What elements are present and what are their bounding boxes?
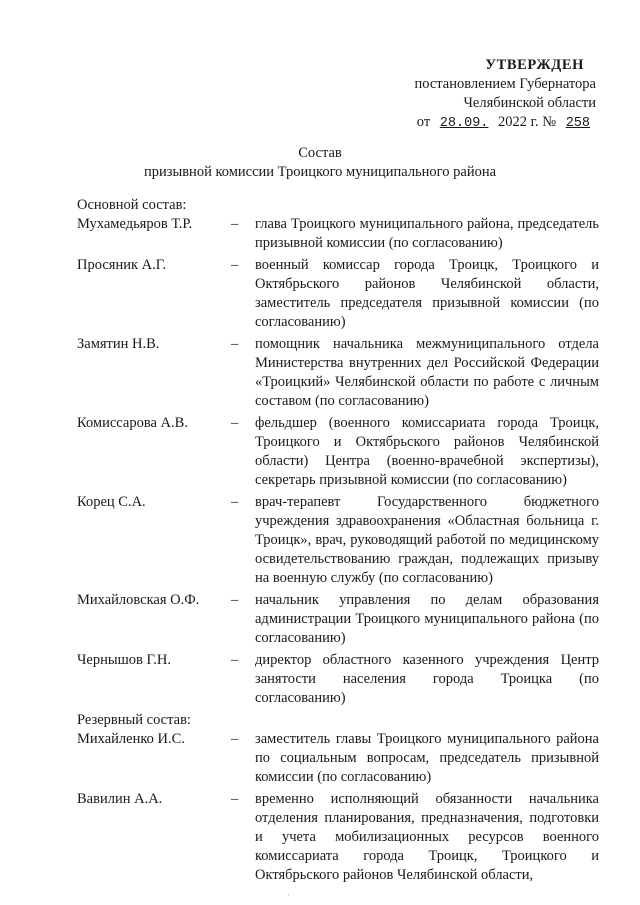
- member-dash: –: [231, 257, 239, 273]
- approval-date-line: [396, 113, 596, 133]
- member-row: [77, 651, 599, 708]
- approval-line-2: Челябинской области: [463, 95, 596, 111]
- document-heading: [0, 144, 640, 182]
- member-row: [77, 730, 599, 787]
- member-name: Мухамедьяров Т.Р.: [77, 216, 193, 232]
- member-description: глава Троицкого муниципального района, председатель призывной комиссии (по согласованию): [255, 216, 599, 251]
- member-row: [77, 790, 599, 885]
- member-row: [77, 414, 599, 490]
- member-name: Чернышов Г.Н.: [77, 652, 171, 668]
- member-description: помощник начальника межмуниципального отдела Министерства внутренних дел Российской Федерации «Троицкий» Челябинской области по работе с личным составом (по согласованию): [255, 336, 599, 409]
- main-section-label: Основной состав:: [77, 197, 187, 213]
- member-row: [77, 256, 599, 332]
- member-dash: –: [231, 592, 239, 608]
- member-row: [77, 335, 599, 411]
- main-members-list: [77, 215, 599, 708]
- member-dash: –: [231, 652, 239, 668]
- member-name: Замятин Н.В.: [77, 336, 160, 352]
- member-row: [77, 591, 599, 648]
- footer-mark: ·: [287, 891, 290, 900]
- member-dash: –: [231, 336, 239, 352]
- member-description: начальник управления по делам образования администрации Троицкого муниципального района (по согласованию): [255, 592, 599, 646]
- member-dash: –: [231, 415, 239, 431]
- member-description: военный комиссар города Троицк, Троицкого и Октябрьского районов Челябинской области, заместитель председателя призывной комиссии (по согласованию): [255, 257, 599, 330]
- approval-title: УТВЕРЖДЕН: [485, 57, 584, 73]
- heading-title: Состав: [298, 145, 342, 161]
- member-description: временно исполняющий обязанности начальника отделения планирования, предназначения, подготовки и учета мобилизационных ресурсов военного комиссариата города Троицк, Троицкого и Октябрьского районов Челябинской области,: [255, 791, 599, 883]
- date-prefix: от: [416, 114, 431, 130]
- member-name: Комиссарова А.В.: [77, 415, 188, 431]
- member-dash: –: [231, 494, 239, 510]
- approval-block: [396, 56, 596, 133]
- member-description: фельдшер (военного комиссариата города Троицк, Троицкого и Октябрьского районов Челябинской области) Центра (военно-врачебной экспертизы), секретарь призывной комиссии (по согласованию): [255, 415, 599, 488]
- commission-list: [77, 196, 599, 888]
- member-description: врач-терапевт Государственного бюджетного учреждения здравоохранения «Областная больница г. Троицк», врач, руководящий работой по медицинскому освидетельствованию граждан, подлежащих призыву на военную службу (по согласованию): [255, 494, 599, 586]
- member-name: Михайловская О.Ф.: [77, 592, 200, 608]
- reserve-section-label: Резервный состав:: [77, 712, 191, 728]
- member-description: директор областного казенного учреждения Центр занятости населения города Троицка (по согласованию): [255, 652, 599, 706]
- year-suffix: 2022 г. №: [498, 114, 557, 130]
- member-dash: –: [231, 791, 239, 807]
- member-row: [77, 493, 599, 588]
- member-description: заместитель главы Троицкого муниципального района по социальным вопросам, председатель призывной комиссии (по согласованию): [255, 731, 599, 785]
- member-name: Просяник А.Г.: [77, 257, 167, 273]
- heading-subtitle: призывной комиссии Троицкого муниципального района: [143, 164, 497, 180]
- member-name: Михайленко И.С.: [77, 731, 185, 747]
- approval-number: 258: [565, 116, 590, 131]
- member-dash: –: [231, 731, 239, 747]
- approval-line-1: постановлением Губернатора: [414, 76, 596, 92]
- member-name: Вавилин А.А.: [77, 791, 163, 807]
- member-dash: –: [231, 216, 239, 232]
- approval-date: 28.09.: [439, 116, 489, 131]
- reserve-members-list: [77, 730, 599, 885]
- member-row: [77, 215, 599, 253]
- member-name: Корец С.А.: [77, 494, 146, 510]
